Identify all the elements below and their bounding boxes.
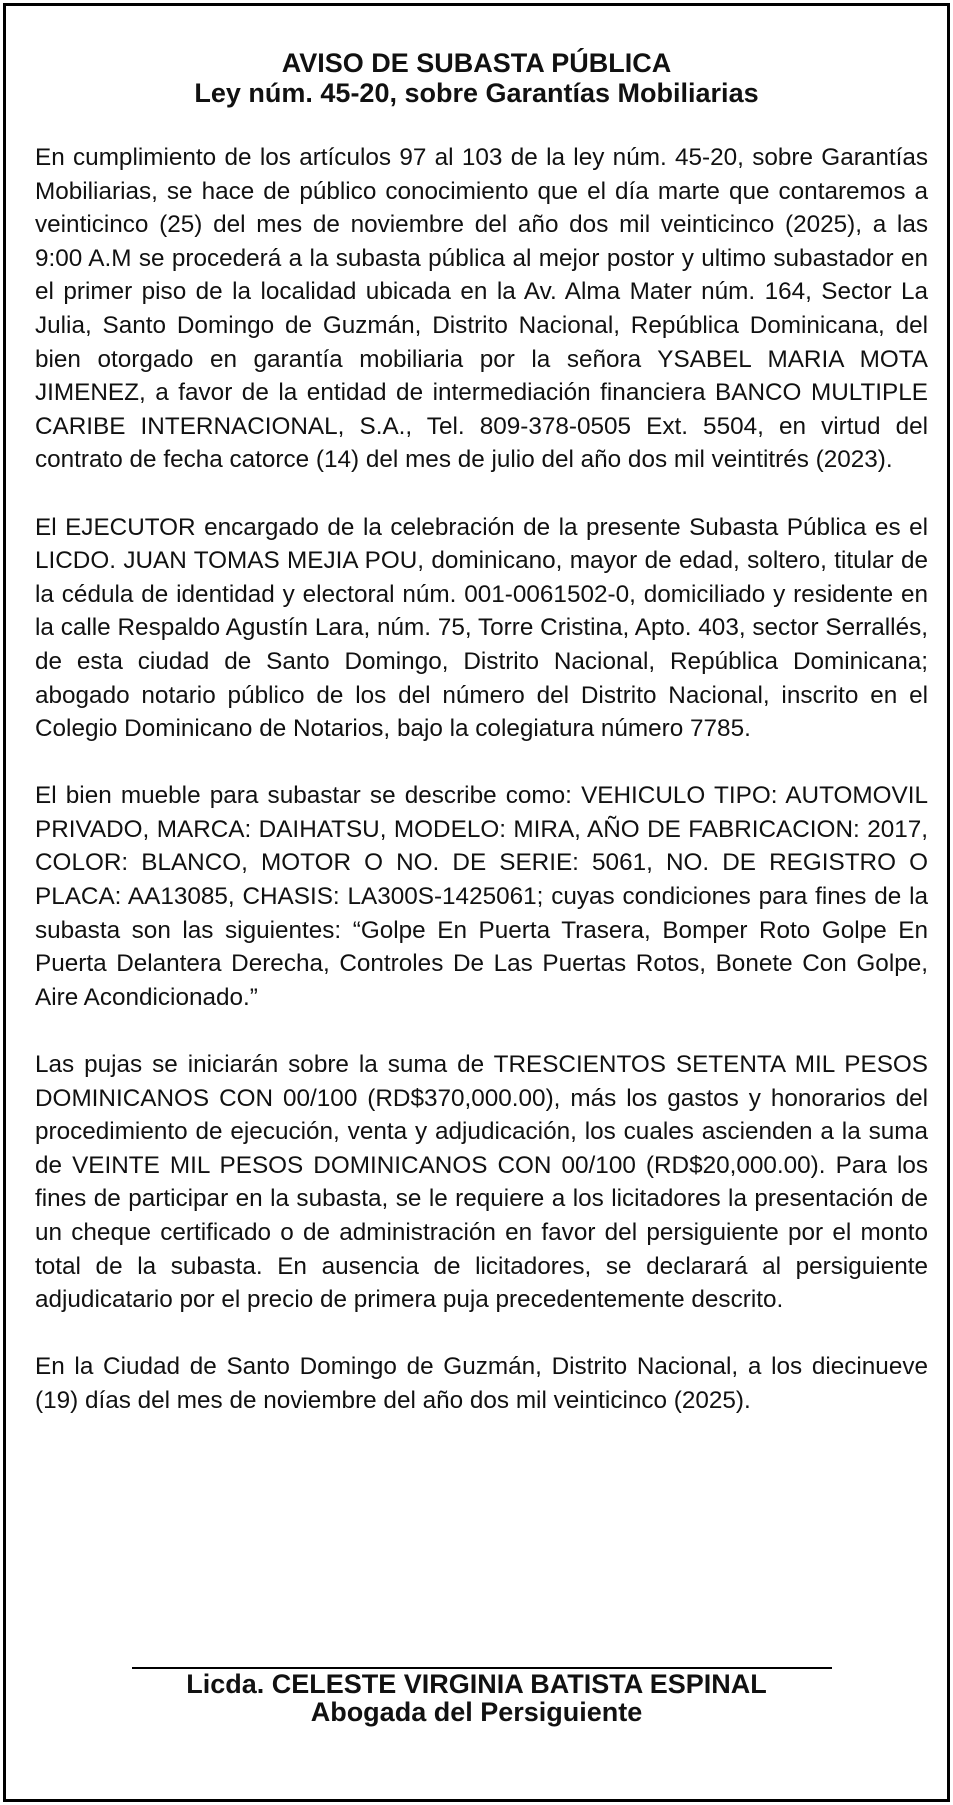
paragraph-vehicle-description: El bien mueble para subastar se describe como: VEHICULO TIPO: AUTOMOVIL PRIVADO, MARCA: DAIHATSU, MODELO: MIRA, AÑO DE FABRICACION: 2017, COLOR: BLANCO, MOTOR O NO. DE SERIE: 5061, NO. DE REGISTRO O PLACA: AA13085, CHASIS: LA300S-1425061; cuyas condiciones para fines de la subasta son las siguientes: “Golpe En Puerta Trasera, Bomper Roto Golpe En Puerta Delantera Derecha, Controles De Las Puertas Rotos, Bonete Con Golpe, Aire Acondicionado.” <box>35 782 928 1011</box>
public-auction-notice <box>3 3 950 1802</box>
signature-name: Licda. CELESTE VIRGINIA BATISTA ESPINAL <box>186 1669 767 1699</box>
paragraph-executor: El EJECUTOR encargado de la celebración de la presente Subasta Pública es el LICDO. JUAN TOMAS MEJIA POU, dominicano, mayor de edad, soltero, titular de la cédula de identidad y electoral núm. 001-0061502-0, domiciliado y residente en la calle Respaldo Agustín Lara, núm. 75, Torre Cristina, Apto. 403, sector Serrallés, de esta ciudad de Santo Domingo, Distrito Nacional, República Dominicana; abogado notario público de los del número del Distrito Nacional, inscrito en el Colegio Dominicano de Notarios, bajo la colegiatura número 7785. <box>35 513 928 743</box>
paragraph-announcement: En cumplimiento de los artículos 97 al 103 de la ley núm. 45-20, sobre Garantías Mobiliarias, se hace de público conocimiento que el día marte que contaremos a veinticinco (25) del mes de noviembre del año dos mil veinticinco (2025), a las 9:00 A.M se procederá a la subasta pública al mejor postor y ultimo subastador en el primer piso de la localidad ubicada en la Av. Alma Mater núm. 164, Sector La Julia, Santo Domingo de Guzmán, Distrito Nacional, República Dominicana, del bien otorgado en garantía mobiliaria por la señora YSABEL MARIA MOTA JIMENEZ, a favor de la entidad de intermediación financiera BANCO MULTIPLE CARIBE INTERNACIONAL, S.A., Tel. 809-378-0505 Ext. 5504, en virtud del contrato de fecha catorce (14) del mes de julio del año dos mil veintitrés (2023). <box>35 144 928 474</box>
notice-title: AVISO DE SUBASTA PÚBLICA <box>281 48 672 78</box>
paragraph-place-date: En la Ciudad de Santo Domingo de Guzmán, Distrito Nacional, a los diecinueve (19) días del mes de noviembre del año dos mil veinticinco (2025). <box>35 1353 928 1414</box>
notice-header <box>6 48 947 108</box>
signature-role: Abogada del Persiguiente <box>310 1697 643 1727</box>
paragraph-bidding-terms: Las pujas se iniciarán sobre la suma de TRESCIENTOS SETENTA MIL PESOS DOMINICANOS CON 00/100 (RD$370,000.00), más los gastos y honorarios del procedimiento de ejecución, venta y adjudicación, los cuales ascienden a la suma de VEINTE MIL PESOS DOMINICANOS CON 00/100 (RD$20,000.00). Para los fines de participar en la subasta, se le requiere a los licitadores la presentación de un cheque certificado o de administración en favor del persiguiente por el monto total de la subasta. En ausencia de licitadores, se declarará al persiguiente adjudicatario por el precio de primera puja precedentemente descrito. <box>35 1051 928 1314</box>
signature-block <box>6 1670 947 1726</box>
notice-subtitle: Ley núm. 45-20, sobre Garantías Mobiliarias <box>194 78 759 108</box>
notice-body <box>35 141 928 1451</box>
